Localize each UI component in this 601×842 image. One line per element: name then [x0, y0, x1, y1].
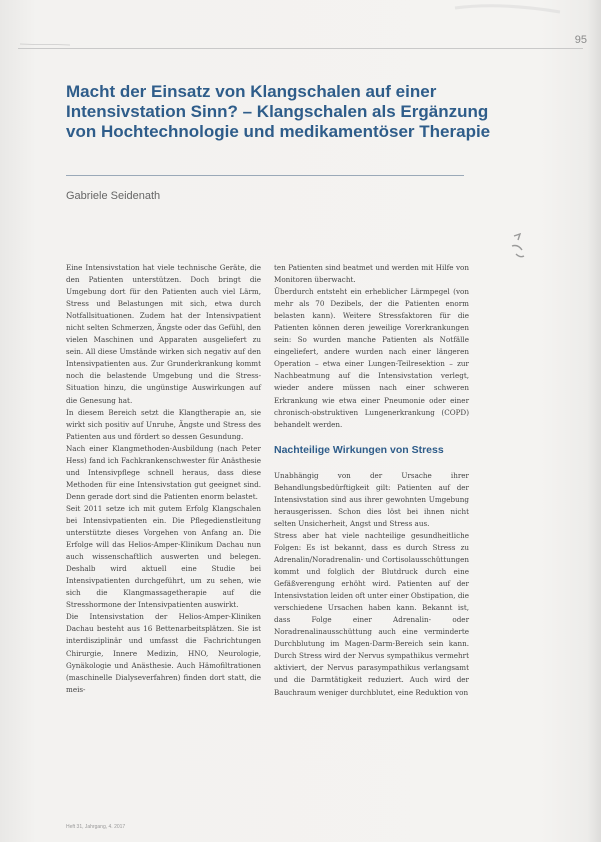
paragraph: Nach einer Klangmethoden-Ausbildung (nach Peter Hess) fand ich Fachkrankenschwester für Anästhesie und Intensivpflege schnell heraus, dass diese Methoden für eine Intensivstation gut geeignet sind. Denn gerade dort sind die Patienten enorm belastet. [66, 443, 261, 501]
title-rule [66, 175, 464, 176]
paragraph: Eine Intensivstation hat viele technische Geräte, die den Patienten unterstützen. Doch bringt die Umgebung dort für den Patienten auch viel Lärm, Stress und Belastungen mit sich, etwa durch Notfallsituationen. Zudem hat der Intensivpatient nicht selten Schmerzen, Ängste oder das Gefühl, den vielen Maschinen und Apparaten ausgeliefert zu sein. All diese Umstände wirken sich negativ auf den Intensivpatienten aus. Zur Grunderkrankung kommt noch die belastende Umgebung und die Stress-Situation hinzu, die ungünstige Auswirkungen auf die Genesung hat. [66, 263, 261, 405]
paragraph: Die Intensivstation der Helios-Amper-Kliniken Dachau besteht aus 16 Bettenarbeitsplätzen. Sie ist interdisziplinär und umfasst die Fachrichtungen Chirurgie, Innere Medizin, HNO, Neurologie, Gynäkologie und Anästhesie. Auch Hämofiltrationen (maschinelle Dialyseverfahren) finden dort statt, die meis- [66, 612, 261, 694]
paragraph: ten Patienten sind beatmet und werden mit Hilfe von Monitoren überwacht. [274, 263, 469, 285]
left-text-column [66, 262, 261, 696]
paragraph: Überdurch entsteht ein erheblicher Lärmpegel (von mehr als 70 Dezibels, der die Patienten enorm belasten kann). Weitere Stressfaktoren für die Patienten können deren jeweilige Vorerkrankungen sein: So wurden manche Patienten als Notfälle eingeliefert, andere wurden nach einer längeren Operation – etwa einer Lungen-Teilresektion – zur Nachbeatmung auf die Intensivstation verlegt, wieder andere müssen nach einer schweren Erkrankung wie etwa einer Pneumonie oder einer chronisch-obstruktiven Lungenerkrankung (COPD) behandelt werden. [274, 287, 469, 429]
right-text-column [274, 262, 469, 699]
paragraph: Seit 2011 setze ich mit gutem Erfolg Klangschalen bei Intensivpatienten ein. Die Pflegedienstleitung unterstützte dieses Vorgehen von Anfang an. Die Erfolge will das Helios-Amper-Klinikum Dachau nun auch wissenschaftlich auswerten und belegen. Deshalb wird aktuell eine Studie bei Intensivpatienten durchgeführt, um zu sehen, wie sich die Klangmassagetherapie auf die Stresshormone der Intensivpatienten auswirkt. [66, 503, 261, 610]
page-footer: Heft 31, Jahrgang, 4. 2017 [66, 824, 126, 830]
header-rule [18, 48, 583, 49]
paragraph: Unabhängig von der Ursache ihrer Behandlungsbedürftigkeit gilt: Patienten auf der Intensivstation sind aus ihrer gewohnten Umgebung herausgerissen. Schon dies löst bei ihnen nicht selten Unsicherheit, Angst und Stress aus. [274, 470, 469, 528]
section-heading: Nachteilige Wirkungen von Stress [274, 443, 444, 456]
page-edge-shadow [587, 0, 601, 842]
paragraph: Stress aber hat viele nachteilige gesundheitliche Folgen: Es ist bekannt, dass es durch Stress zu Adrenalin/Noradrenalin- und Cortisolausschüttungen kommt und folglich der Blutdruck durch eine Gefäßverengung erhöht wird. Patienten auf der Intensivstation leiden oft unter einer Obstipation, die verschiedene Ursachen haben kann. Bekannt ist, dass Folge einer Adrenalin- oder Noradrenalinausschüttung auch eine verminderte Durchblutung im Magen-Darm-Bereich sein kann. Durch Stress wird der Nervus sympathikus vermehrt aktiviert, der Nervus parasympathikus verlangsamt und die Darmtätigkeit reduziert. Auch wird der Bauchraum weniger durchblutet, eine Reduktion von [274, 530, 469, 697]
article-title: Macht der Einsatz von Klangschalen auf einer Intensivstation Sinn? – Klangschalen als Ergänzung von Hochtechnologie und medikamentöser Therapie [66, 82, 491, 141]
handwritten-mark-icon [508, 232, 530, 264]
author-name: Gabriele Seidenath [66, 190, 161, 202]
page-number: 95 [574, 34, 587, 46]
paragraph: In diesem Bereich setzt die Klangtherapie an, sie wirkt sich positiv auf Unruhe, Ängste und Stress des Patienten aus und fördert so dessen Gesundung. [66, 407, 261, 441]
